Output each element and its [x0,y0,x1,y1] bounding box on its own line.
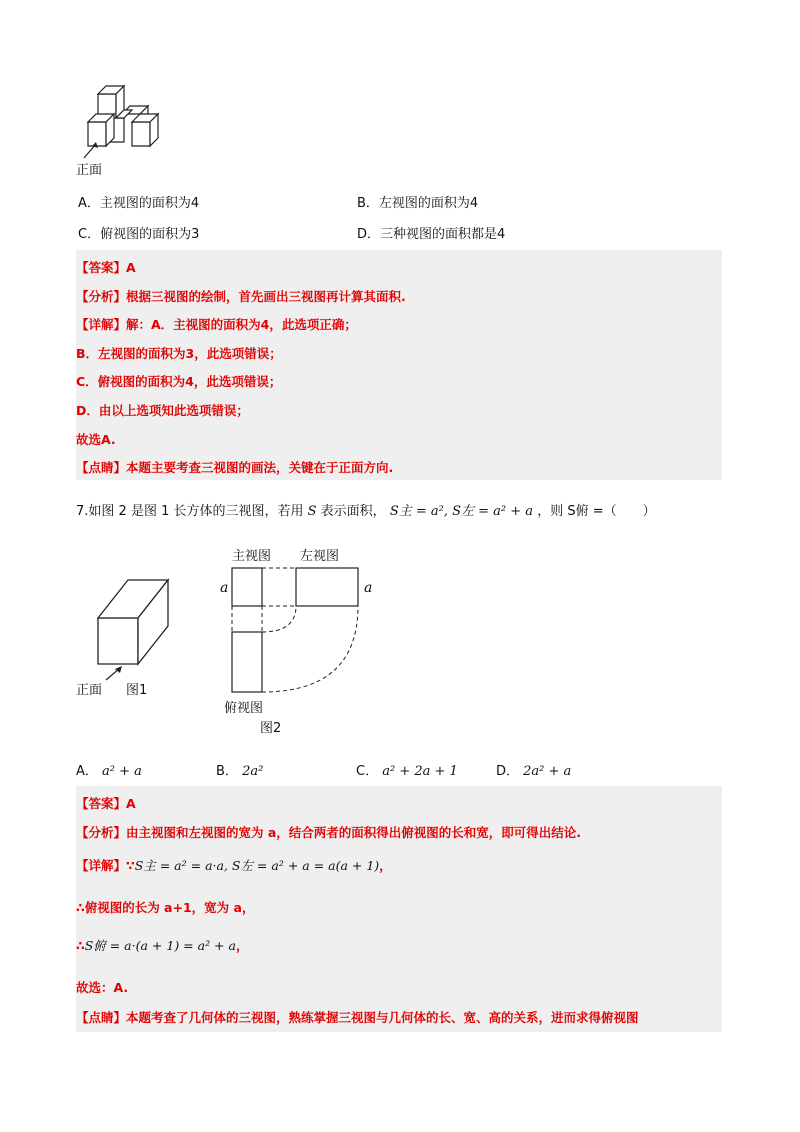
q7-fig2-three-views [214,540,384,740]
q6-detail-2: B．左视图的面积为3，此选项错误； [76,346,282,361]
q7-fig1-caption: 图1 [126,683,148,698]
main-view-rect [232,568,262,606]
q7-option-b-expr: 2a² [242,764,264,779]
q6-answer-box [76,250,722,480]
q6-detail-1: 【详解】解：A．主视图的面积为4，此选项正确； [76,317,357,332]
q7-detail-3-formula: S俯 = a·(a + 1) = a² + a [84,938,236,953]
q7-main-view-label: 主视图 [232,549,272,564]
q7-option-c [356,760,458,779]
q7-detail-3 [76,936,248,954]
q7-stem [76,500,656,519]
top-view-rect [232,632,262,692]
q7-detail-1-prefix: 【详解】∵ [76,858,135,873]
left-view-rect [296,568,358,606]
q6-choose: 故选A. [76,432,116,447]
q7-comment: 【点睛】本题考查了几何体的三视图，熟练掌握三视图与几何体的长、宽、高的关系，进而求得俯视图 [76,1010,639,1025]
q6-analysis: 【分析】根据三视图的绘制，首先画出三视图再计算其面积. [76,289,406,304]
q7-stem-mid: 表示面积， [320,504,386,519]
q7-stem-formula: S主 = a², S左 = a² + a [389,504,534,519]
q7-detail-3-prefix: ∴ [76,938,85,953]
q7-detail-1-suffix: ， [379,858,392,873]
q7-stem-prefix: 7.如图 2 是图 1 长方体的三视图，若用 [76,504,304,519]
q7-detail-3-suffix: ， [235,938,249,953]
q7-option-d-expr: 2a² + a [523,764,572,779]
q6-detail-4: D．由以上选项知此选项错误； [76,403,249,418]
q7-option-b [216,760,263,779]
q7-option-b-letter: B． [216,764,238,779]
q6-detail-3: C．俯视图的面积为4，此选项错误； [76,374,282,389]
q6-cube-figure [74,78,174,178]
q7-fig1-front-label: 正面 [76,683,103,698]
q6-answer: 【答案】A [76,260,136,275]
q7-detail-2: ∴俯视图的长为 a+1，宽为 a， [76,900,255,915]
q6-option-d: D．三种视图的面积都是4 [357,227,506,242]
q7-option-a-letter: A． [76,764,98,779]
q6-option-c: C．俯视图的面积为3 [78,227,200,242]
q7-a-left: a [220,580,229,596]
q7-option-d-letter: D． [496,764,520,779]
q7-option-a [76,760,142,779]
q7-option-c-letter: C． [356,764,379,779]
q7-detail-1 [76,856,392,874]
q7-detail-1-formula: S主 = a² = a·a, S左 = a² + a = a(a + 1) [134,858,380,873]
q6-option-b: B．左视图的面积为4 [357,196,479,211]
q7-answer: 【答案】A [76,796,136,811]
q7-option-d [496,760,571,779]
q7-top-view-label: 俯视图 [224,701,264,716]
q7-stem-suffix: ，则 S俯 =（ ） [537,504,656,519]
q7-answer-box [76,786,722,1032]
q6-front-label: 正面 [76,163,103,178]
q7-stem-s: S [307,504,317,519]
q7-analysis: 【分析】由主视图和左视图的宽为 a，结合两者的面积得出俯视图的长和宽，即可得出结论. [76,825,582,840]
q7-fig1-prism [74,570,194,710]
q7-option-a-expr: a² + a [102,764,142,779]
q7-choose: 故选：A. [76,980,129,995]
q7-fig2-caption: 图2 [260,721,282,736]
q6-option-a: A．主视图的面积为4 [78,196,200,211]
q7-left-view-label: 左视图 [300,549,340,564]
q7-option-c-expr: a² + 2a + 1 [382,764,458,779]
q7-a-right: a [364,580,373,596]
q6-comment: 【点睛】本题主要考查三视图的画法，关键在于正面方向. [76,460,394,475]
